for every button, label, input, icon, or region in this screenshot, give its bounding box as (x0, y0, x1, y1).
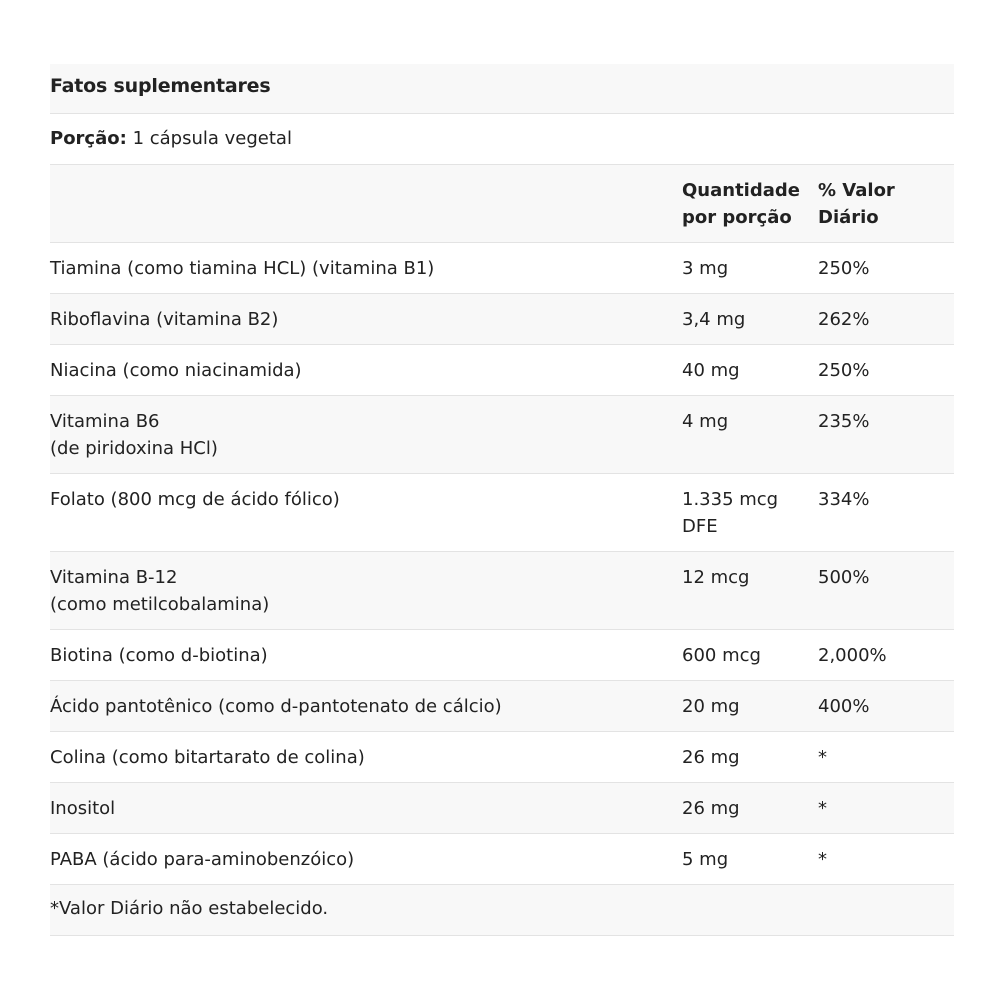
nutrient-amount (682, 846, 812, 873)
nutrient-amount-line: 3 mg (682, 258, 729, 279)
nutrient-name (50, 846, 670, 873)
amount-header-line-2: por porção (682, 207, 792, 228)
nutrient-amount (682, 486, 812, 540)
nutrient-amount-line: 26 mg (682, 798, 740, 819)
nutrient-amount-line: DFE (682, 516, 718, 537)
serving-label: Porção: (50, 128, 127, 149)
nutrient-name (50, 306, 670, 333)
nutrient-rows (50, 243, 954, 885)
nutrient-name (50, 642, 670, 669)
nutrient-name-line: Inositol (50, 798, 116, 819)
amount-column-header (682, 177, 812, 231)
table-row (50, 243, 954, 294)
nutrient-name (50, 744, 670, 771)
nutrient-name-line: Vitamina B6 (50, 411, 160, 432)
nutrient-name-line: Biotina (como d-biotina) (50, 645, 268, 666)
supplement-facts-panel (50, 64, 954, 936)
panel-title: Fatos suplementares (50, 75, 271, 97)
table-row (50, 630, 954, 681)
table-row (50, 783, 954, 834)
nutrient-amount-line: 5 mg (682, 849, 729, 870)
nutrient-daily-value: 250% (818, 360, 870, 381)
column-header-row (50, 165, 954, 243)
nutrient-daily-value: 262% (818, 309, 870, 330)
dv-header-line-2: Diário (818, 207, 879, 228)
serving-value: 1 cápsula vegetal (132, 128, 292, 149)
nutrient-amount (682, 693, 812, 720)
nutrient-name-line: Folato (800 mcg de ácido fólico) (50, 489, 340, 510)
table-row (50, 345, 954, 396)
nutrient-name (50, 357, 670, 384)
nutrient-amount (682, 255, 812, 282)
table-row (50, 732, 954, 783)
table-row (50, 681, 954, 732)
nutrient-amount (682, 795, 812, 822)
nutrient-amount-line: 1.335 mcg (682, 489, 779, 510)
table-row (50, 294, 954, 345)
table-row (50, 834, 954, 885)
nutrient-name (50, 255, 670, 282)
nutrient-amount-line: 20 mg (682, 696, 740, 717)
nutrient-amount-line: 26 mg (682, 747, 740, 768)
daily-value-column-header (818, 177, 948, 231)
nutrient-daily-value: * (818, 747, 827, 768)
nutrient-daily-value: * (818, 849, 827, 870)
nutrient-amount-line: 600 mcg (682, 645, 761, 666)
nutrient-name (50, 795, 670, 822)
nutrient-name (50, 693, 670, 720)
amount-header-line-1: Quantidade (682, 180, 800, 201)
nutrient-name-line: Riboflavina (vitamina B2) (50, 309, 279, 330)
nutrient-name-line: (como metilcobalamina) (50, 594, 270, 615)
serving-row (50, 114, 954, 165)
nutrient-amount-line: 4 mg (682, 411, 729, 432)
table-row (50, 474, 954, 552)
nutrient-name (50, 564, 670, 618)
nutrient-amount-line: 40 mg (682, 360, 740, 381)
nutrient-amount-line: 12 mcg (682, 567, 750, 588)
nutrient-name-line: Niacina (como niacinamida) (50, 360, 302, 381)
footnote-row (50, 885, 954, 936)
table-row (50, 552, 954, 630)
nutrient-daily-value: 400% (818, 696, 870, 717)
dv-header-line-1: % Valor (818, 180, 895, 201)
nutrient-amount (682, 408, 812, 435)
nutrient-daily-value: 2,000% (818, 645, 887, 666)
footnote: *Valor Diário não estabelecido. (50, 898, 329, 919)
nutrient-daily-value: 334% (818, 489, 870, 510)
nutrient-amount (682, 357, 812, 384)
nutrient-daily-value: 500% (818, 567, 870, 588)
nutrient-name-line: PABA (ácido para-aminobenzóico) (50, 849, 355, 870)
serving-size (50, 128, 292, 149)
nutrient-amount (682, 744, 812, 771)
nutrient-name (50, 408, 670, 462)
nutrient-amount-line: 3,4 mg (682, 309, 746, 330)
table-row (50, 396, 954, 474)
nutrient-name-line: (de piridoxina HCl) (50, 438, 218, 459)
nutrient-name-line: Tiamina (como tiamina HCL) (vitamina B1) (50, 258, 435, 279)
nutrient-daily-value: * (818, 798, 827, 819)
nutrient-name (50, 486, 670, 513)
nutrient-name-line: Vitamina B-12 (50, 567, 178, 588)
title-row (50, 64, 954, 114)
nutrient-amount (682, 306, 812, 333)
nutrient-name-line: Colina (como bitartarato de colina) (50, 747, 365, 768)
nutrient-daily-value: 235% (818, 411, 870, 432)
nutrient-daily-value: 250% (818, 258, 870, 279)
nutrient-amount (682, 642, 812, 669)
nutrient-name-line: Ácido pantotênico (como d-pantotenato de cálcio) (50, 696, 502, 717)
nutrient-amount (682, 564, 812, 591)
